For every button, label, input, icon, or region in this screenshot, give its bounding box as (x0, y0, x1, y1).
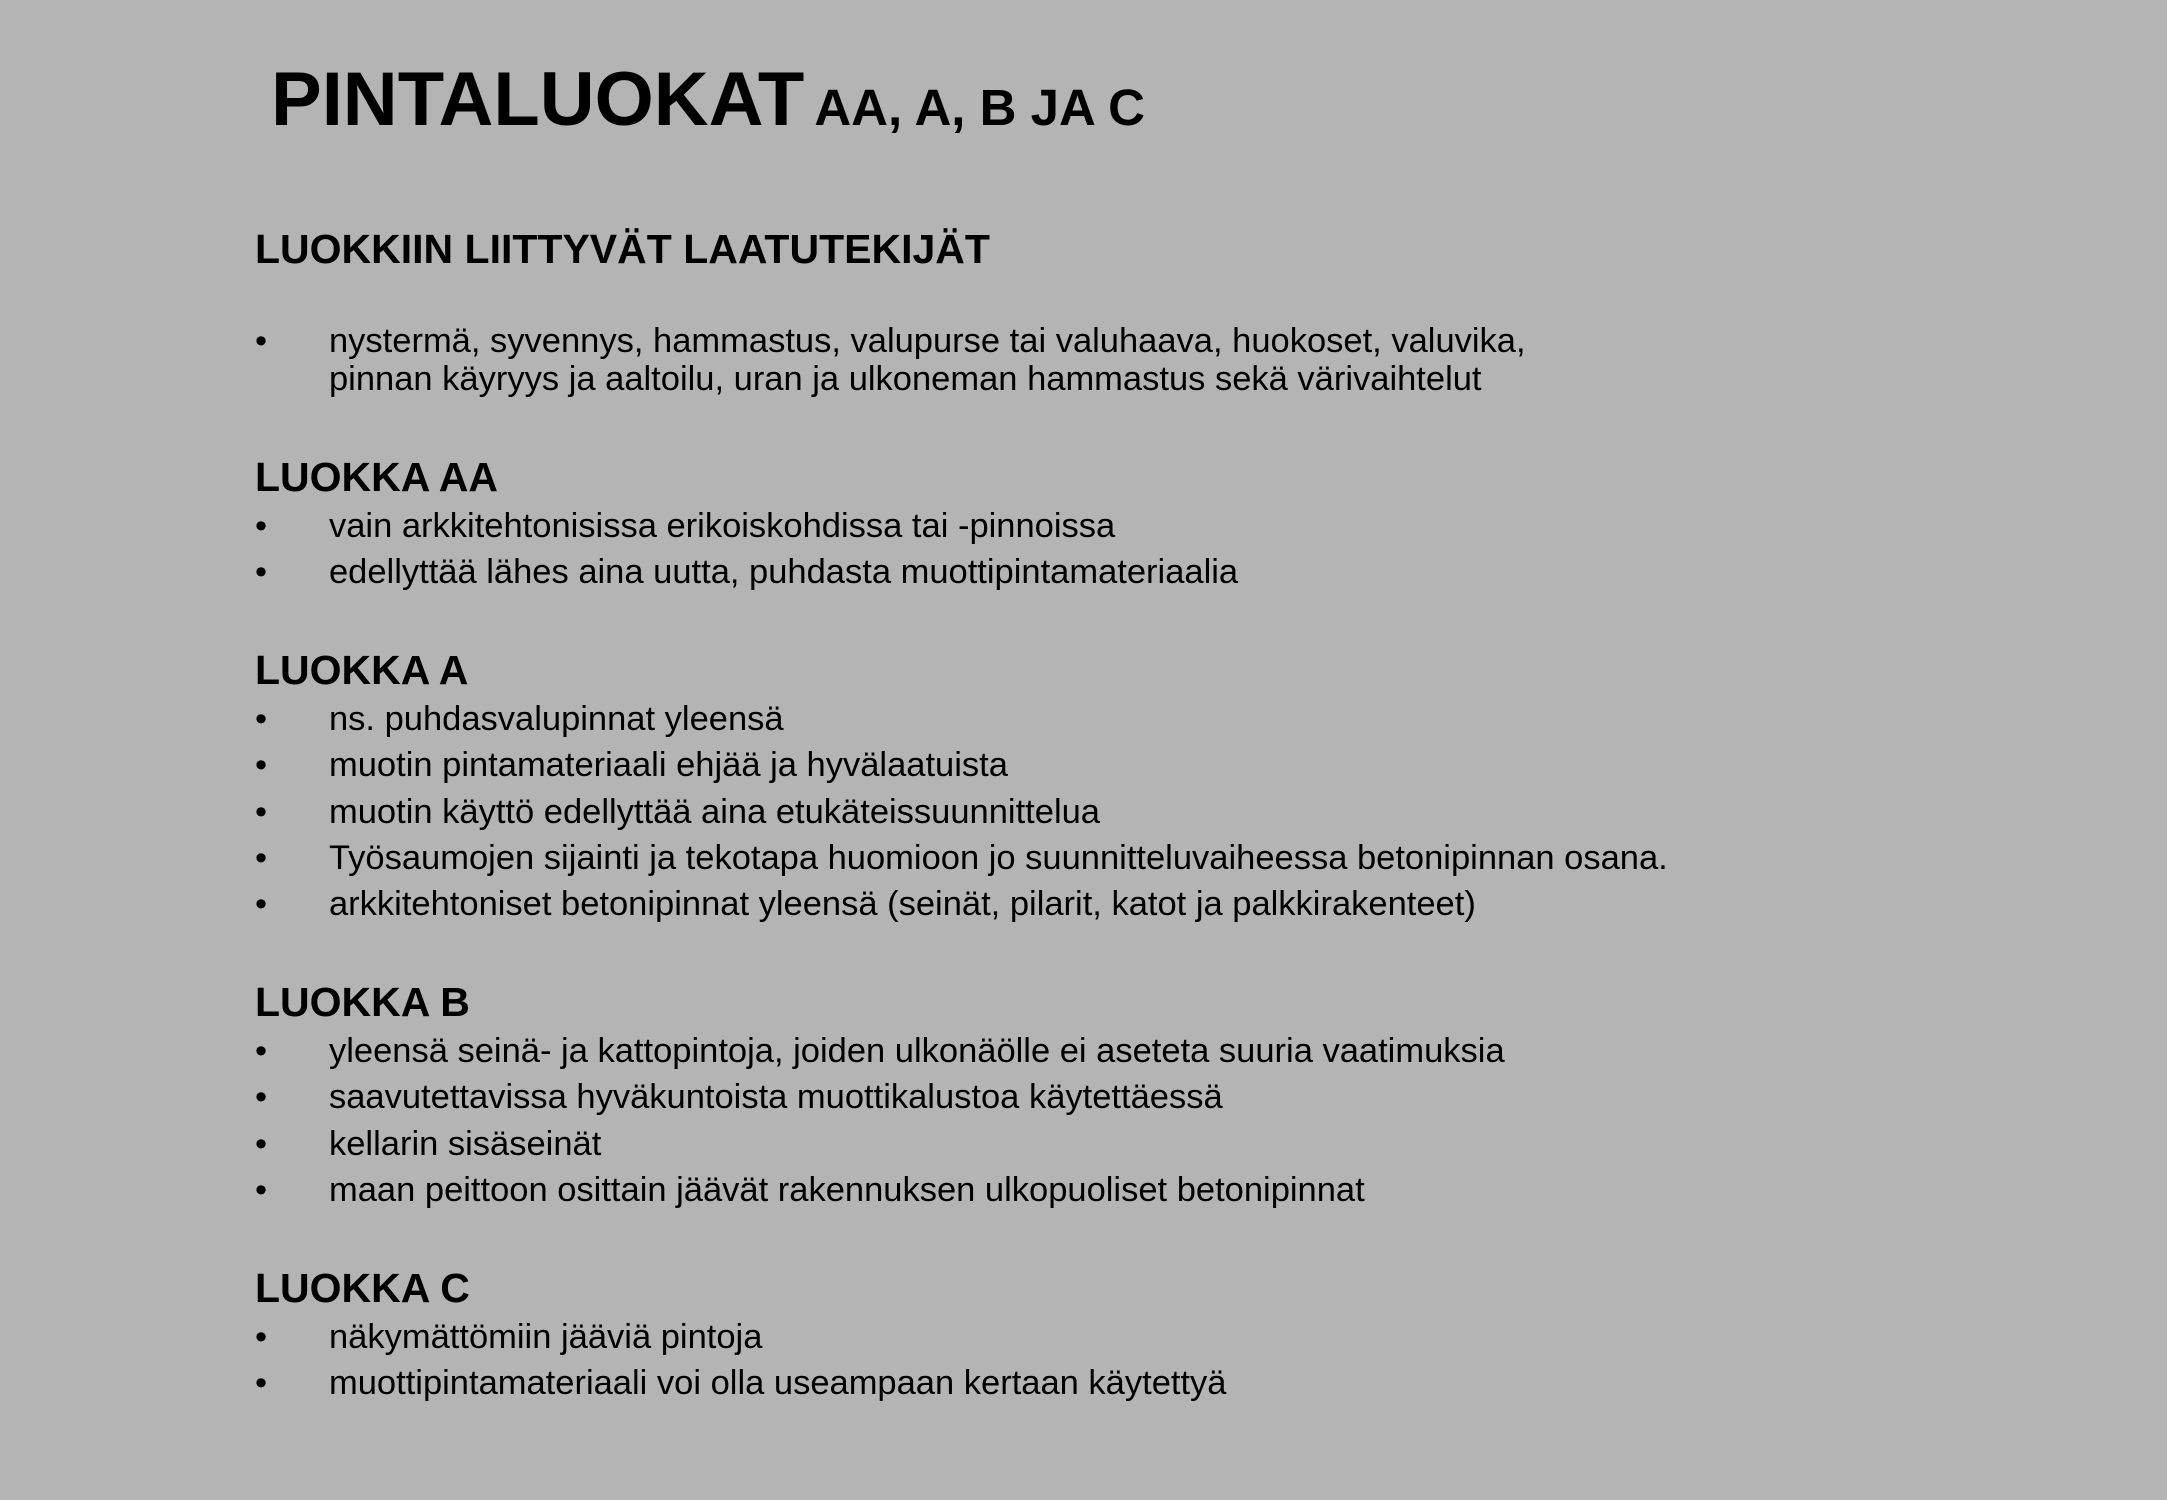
bullet-icon: • (255, 838, 268, 877)
bullet-icon: • (255, 1124, 268, 1163)
list-item (255, 789, 1668, 835)
list-item-text: vain arkkitehtonisissa erikoiskohdissa tai -pinnoissa (329, 507, 1116, 545)
list-item-text: näkymättömiin jääviä pintoja (329, 1318, 763, 1356)
list-item (255, 696, 1668, 742)
section-heading-class-a: LUOKKA A (255, 647, 469, 693)
bullet-icon: • (255, 700, 268, 738)
list-item (255, 881, 1668, 927)
list-item-text: yleensä seinä- ja kattopintoja, joiden ulkonäölle ei aseteta suuria vaatimuksia (329, 1032, 1505, 1070)
list-item (255, 1074, 1505, 1120)
list-item-text: muottipintamateriaali voi olla useampaan kertaan käytettyä (329, 1364, 1227, 1403)
section-list-class-aa (255, 503, 1238, 596)
list-item-text: ns. puhdasvalupinnat yleensä (329, 700, 784, 738)
list-item-text: saavutettavissa hyväkuntoista muottikalustoa käytettäessä (329, 1078, 1223, 1117)
bullet-icon: • (255, 792, 268, 831)
list-item (255, 503, 1238, 549)
section-list-class-b (255, 1028, 1505, 1213)
bullet-icon: • (255, 1170, 268, 1209)
section-list-class-c (255, 1314, 1227, 1407)
section-list-class-a (255, 696, 1668, 927)
section-heading-class-aa: LUOKKA AA (255, 454, 498, 500)
page-title-sub: AA, A, B JA C (814, 79, 1145, 136)
bullet-icon: • (255, 885, 268, 924)
section-heading-class-b: LUOKKA B (255, 979, 470, 1025)
bullet-icon: • (255, 746, 268, 785)
list-item-text: muotin pintamateriaali ehjää ja hyvälaatuista (329, 746, 1008, 785)
list-item-text: kellarin sisäseinät (329, 1124, 602, 1163)
bullet-icon: • (255, 1318, 268, 1356)
bullet-icon: • (255, 1078, 268, 1117)
section-heading-class-c: LUOKKA C (255, 1265, 470, 1311)
bullet-icon: • (255, 507, 268, 545)
list-item (255, 1028, 1505, 1074)
list-item-text: Työsaumojen sijainti ja tekotapa huomioon jo suunnitteluvaiheessa betonipinnan osana. (329, 838, 1668, 877)
quality-factors-heading: LUOKKIIN LIITTYVÄT LAATUTEKIJÄT (255, 226, 990, 272)
list-item-text: nystermä, syvennys, hammastus, valupurse tai valuhaava, huokoset, valuvika, (329, 322, 1526, 360)
list-item (255, 322, 1526, 360)
list-item-text: muotin käyttö edellyttää aina etukäteissuunnittelua (329, 792, 1100, 831)
list-item-text: edellyttää lähes aina uutta, puhdasta muottipintamateriaalia (329, 553, 1239, 592)
list-item-text: arkkitehtoniset betonipinnat yleensä (seinät, pilarit, katot ja palkkirakenteet) (329, 885, 1476, 924)
quality-factors-list (255, 322, 1526, 398)
bullet-icon: • (255, 1364, 268, 1403)
list-item-text: maan peittoon osittain jäävät rakennuksen ulkopuoliset betonipinnat (329, 1170, 1365, 1209)
list-item (255, 549, 1238, 595)
bullet-icon: • (255, 1032, 268, 1070)
page-title (271, 57, 1145, 142)
list-item-continuation (255, 360, 1526, 398)
list-item (255, 1167, 1505, 1213)
list-item (255, 742, 1668, 788)
bullet-icon: • (255, 322, 268, 360)
bullet-icon: • (255, 553, 268, 592)
list-item (255, 1314, 1227, 1360)
list-item (255, 1121, 1505, 1167)
list-item-text: pinnan käyryys ja aaltoilu, uran ja ulkoneman hammastus sekä värivaihtelut (329, 360, 1482, 398)
list-item (255, 1360, 1227, 1406)
list-item (255, 835, 1668, 881)
page-title-main: PINTALUOKAT (271, 57, 805, 142)
